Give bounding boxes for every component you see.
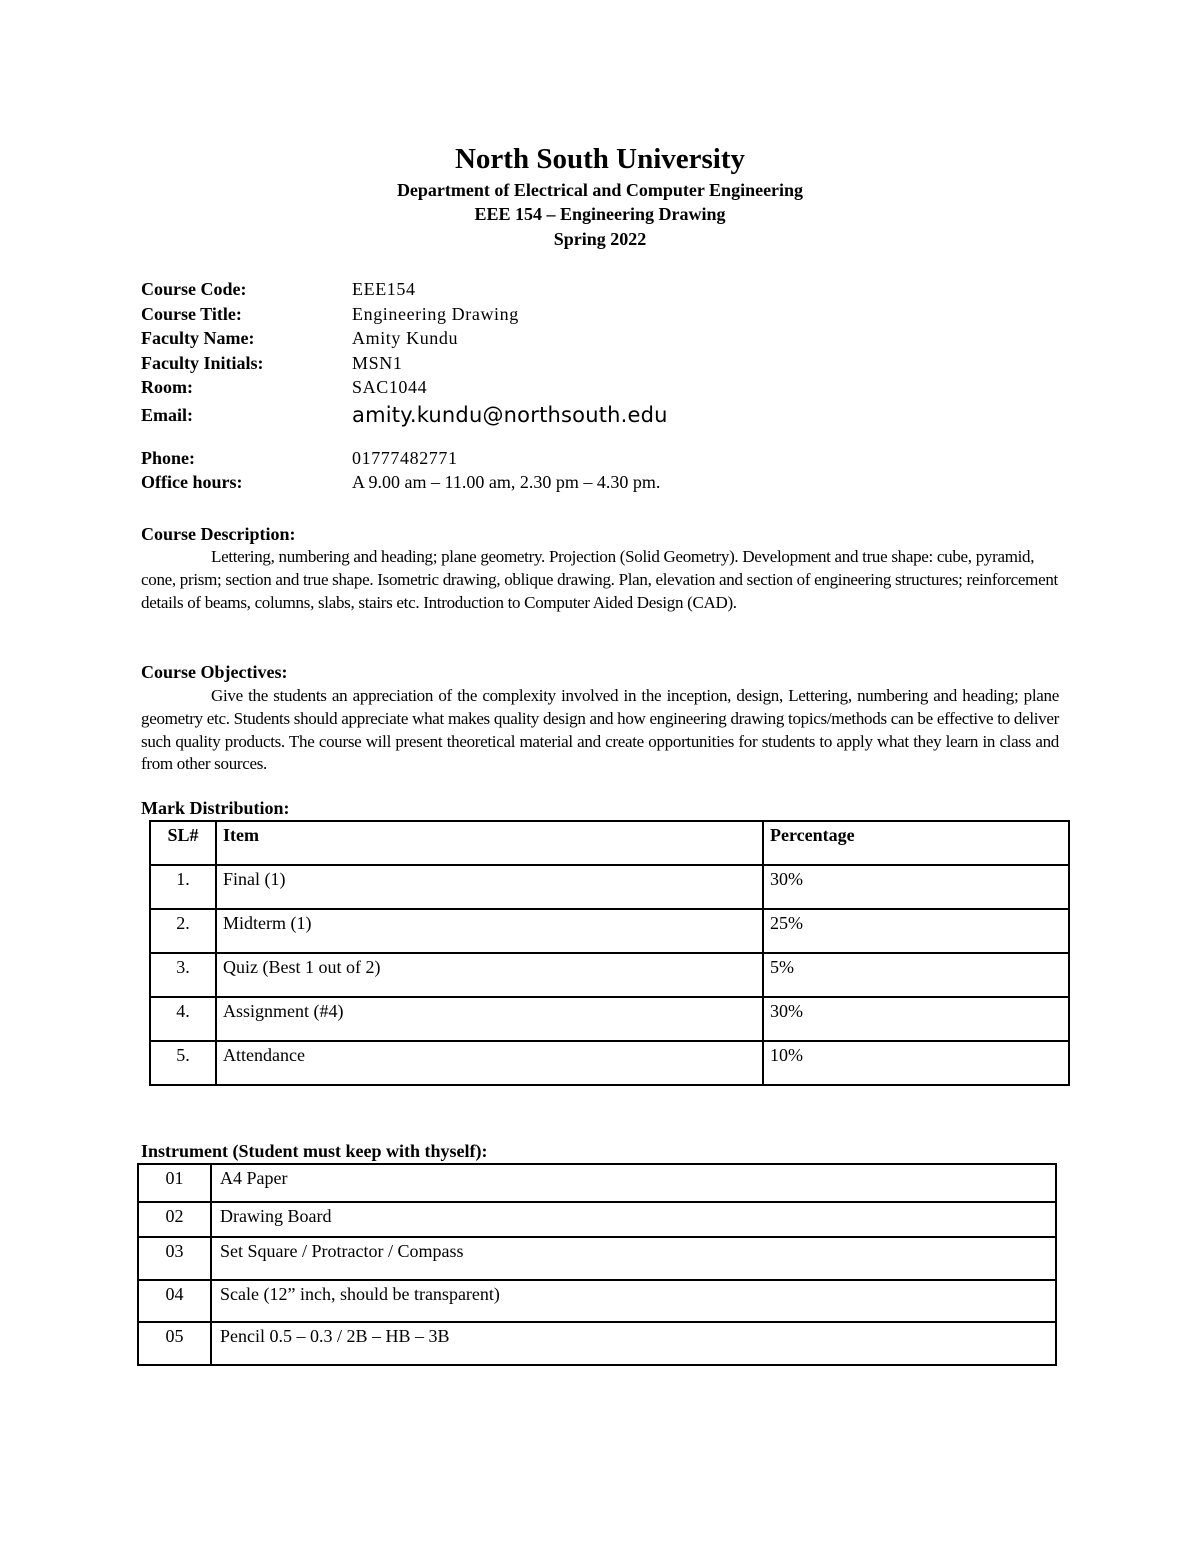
instrument-number-cell: 05 [138,1322,211,1365]
phone-label: Phone: [141,447,195,468]
table-row [150,1041,1069,1085]
course-description-text: Lettering, numbering and heading; plane geometry. Projection (Solid Geometry). Development and true shape: cube, pyramid, cone, prism; section and true shape. Isometric drawing, oblique drawing. Plan, elevation and section of engineering structures; reinforcement details of beams, columns, slabs, stairs etc. Introduction to Computer Aided Design (CAD). [141,547,1058,612]
phone-row [141,446,668,471]
instrument-item-cell: A4 Paper [211,1164,1056,1202]
mark-distribution-table [149,820,1070,1086]
sl-cell: 2. [150,909,216,953]
faculty-name-label: Faculty Name: [141,328,255,348]
percentage-cell: 5% [763,953,1069,997]
instrument-item-cell: Scale (12” inch, should be transparent) [211,1280,1056,1322]
percentage-cell: 30% [763,865,1069,909]
instrument-number-cell: 03 [138,1237,211,1280]
instrument-number-cell: 02 [138,1202,211,1237]
faculty-name-row [141,326,668,351]
item-cell: Midterm (1) [216,909,763,953]
instruments-heading: Instrument (Student must keep with thyself): [141,1141,488,1161]
sl-cell: 1. [150,865,216,909]
sl-cell: 4. [150,997,216,1041]
percentage-cell: 10% [763,1041,1069,1085]
university-title: North South University [454,143,745,175]
course-info-block [141,277,668,495]
office-hours-row [141,470,668,495]
room-label: Room: [141,377,193,397]
instrument-item-cell: Set Square / Protractor / Compass [211,1237,1056,1280]
column-header-sl: SL# [150,821,216,865]
table-row [138,1164,1056,1202]
table-row [150,865,1069,909]
table-header-row [150,821,1069,865]
instrument-item-cell: Drawing Board [211,1202,1056,1237]
sl-cell: 5. [150,1041,216,1085]
sl-cell: 3. [150,953,216,997]
course-objectives-heading: Course Objectives: [141,662,288,682]
course-title-value: Engineering Drawing [352,303,519,324]
instrument-item-cell: Pencil 0.5 – 0.3 / 2B – HB – 3B [211,1322,1056,1365]
course-description-paragraph [141,546,1059,614]
semester: Spring 2022 [553,229,647,249]
instrument-number-cell: 01 [138,1164,211,1202]
table-row [138,1322,1056,1365]
item-cell: Assignment (#4) [216,997,763,1041]
column-header-item: Item [216,821,763,865]
course-objectives-text: Give the students an appreciation of the complexity involved in the inception, design, Lettering, numbering and heading; plane geometry etc. Students should appreciate what makes quality design and how engineering drawing topics/methods can be effective to deliver such quality products. The course will present theoretical material and create opportunities for students to apply what they learn in class and from other sources. [141,686,1059,774]
item-cell: Final (1) [216,865,763,909]
room-value: SAC1044 [352,377,428,397]
faculty-name-value: Amity Kundu [352,328,459,348]
office-hours-label: Office hours: [141,472,243,492]
instruments-table [137,1163,1057,1366]
email-label: Email: [141,404,193,425]
email-link[interactable]: amity.kundu@northsouth.edu [352,402,668,427]
table-row [150,997,1069,1041]
table-row [138,1280,1056,1322]
course-title-row [141,302,668,327]
room-row [141,375,668,400]
table-row [138,1202,1056,1237]
course-objectives-paragraph [141,685,1059,776]
table-row [150,953,1069,997]
faculty-initials-value: MSN1 [352,352,403,373]
email-row [141,400,668,430]
office-hours-value: A 9.00 am – 11.00 am, 2.30 pm – 4.30 pm. [352,472,661,492]
table-row [138,1237,1056,1280]
mark-distribution-heading: Mark Distribution: [141,798,290,818]
percentage-cell: 25% [763,909,1069,953]
column-header-percentage: Percentage [763,821,1069,865]
item-cell: Quiz (Best 1 out of 2) [216,953,763,997]
course-code-value: EEE154 [352,279,416,299]
instrument-number-cell: 04 [138,1280,211,1322]
percentage-cell: 30% [763,997,1069,1041]
faculty-initials-row [141,351,668,376]
course-title-label: Course Title: [141,303,242,324]
course-code-label: Course Code: [141,279,247,299]
course-description-heading: Course Description: [141,524,296,544]
phone-value: 01777482771 [352,447,458,468]
course-code-row [141,277,668,302]
faculty-initials-label: Faculty Initials: [141,352,264,373]
table-row [150,909,1069,953]
department-name: Department of Electrical and Computer Engineering [396,180,804,200]
course-heading: EEE 154 – Engineering Drawing [474,204,726,224]
item-cell: Attendance [216,1041,763,1085]
